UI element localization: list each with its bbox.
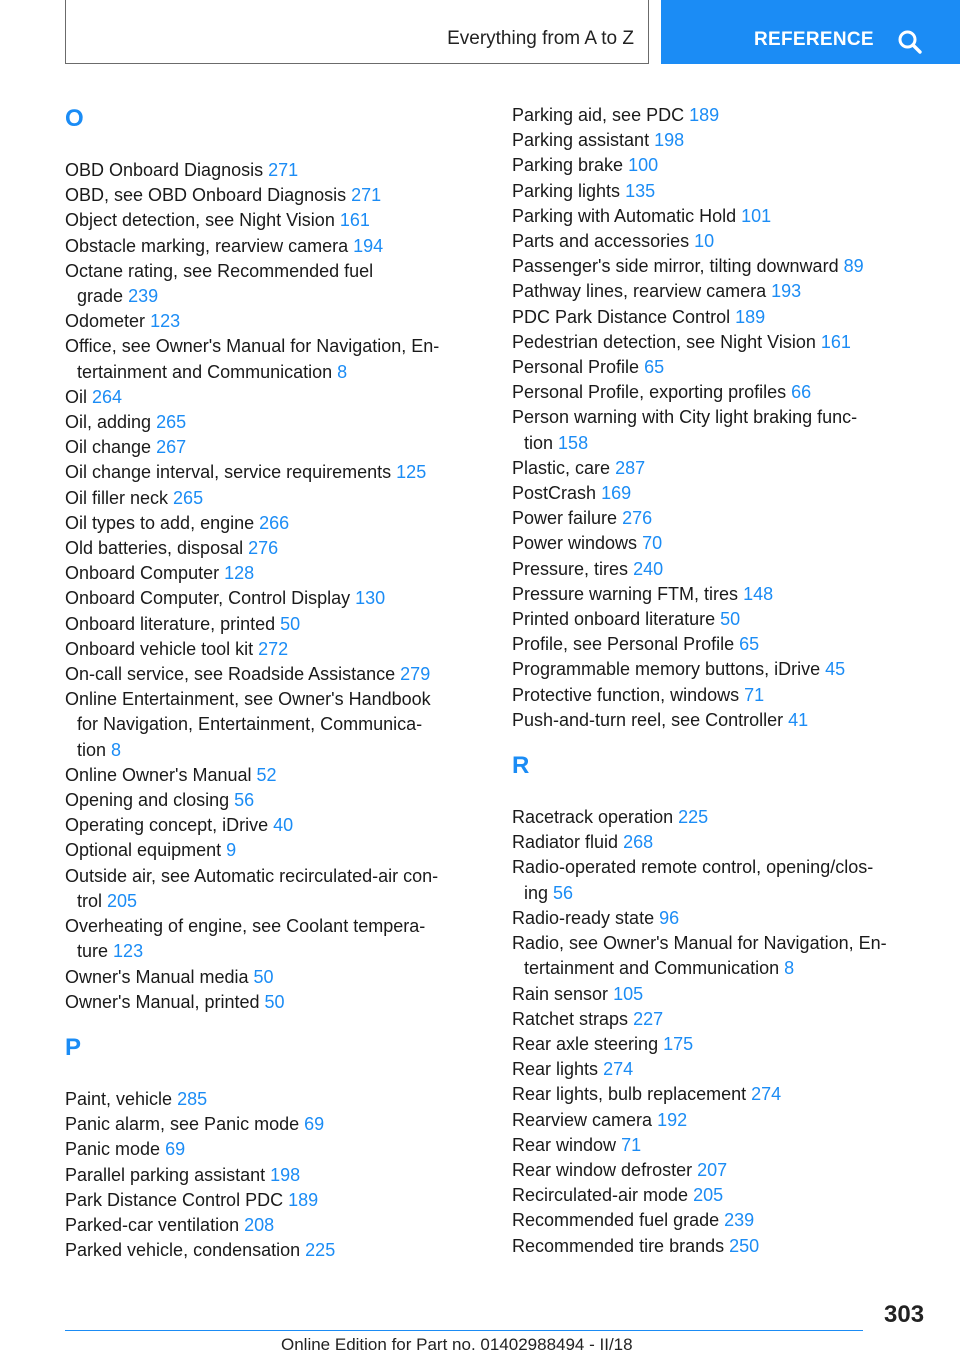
index-entry: [512, 1183, 922, 1208]
page-reference-link[interactable]: 207: [697, 1159, 728, 1180]
section-title: Everything from A to Z: [447, 28, 634, 49]
index-entry-term: Parked vehicle, condensation: [65, 1240, 301, 1261]
page-reference-link[interactable]: 123: [113, 941, 144, 962]
index-entry-term: Onboard literature, printed: [65, 613, 276, 634]
index-entry: [512, 657, 922, 682]
page-reference-link[interactable]: 128: [224, 563, 255, 584]
page-reference-link[interactable]: 65: [739, 634, 760, 655]
page-reference-link[interactable]: 193: [771, 281, 802, 302]
index-entry: [65, 965, 475, 990]
index-entry-term: Onboard vehicle tool kit: [65, 638, 254, 659]
index-entry-term: Parallel parking assistant: [65, 1164, 266, 1185]
page-reference-link[interactable]: 8: [784, 958, 795, 979]
index-entry: [512, 855, 922, 905]
index-entry-term: Profile, see Personal Profile: [512, 634, 735, 655]
page-reference-link[interactable]: 267: [156, 437, 187, 458]
index-entry-term: Personal Profile: [512, 357, 640, 378]
index-entry: [65, 410, 475, 435]
index-entry-term: Recirculated-air mode: [512, 1185, 689, 1206]
index-entry: [512, 1133, 922, 1158]
index-entry-term: Oil change: [65, 437, 152, 458]
index-entry: [512, 683, 922, 708]
page-reference-link[interactable]: 276: [248, 538, 279, 559]
index-entry-term: tion: [524, 432, 554, 453]
page-reference-link[interactable]: 69: [165, 1139, 186, 1160]
page-reference-link[interactable]: 189: [735, 306, 766, 327]
index-entry: [512, 506, 922, 531]
index-entry-term: Parking assistant: [512, 130, 650, 151]
index-entry: [512, 1032, 922, 1057]
index-entry-term: Plastic, care: [512, 457, 611, 478]
index-entry-term: Old batteries, disposal: [65, 538, 244, 559]
index-entry-term: Owner's Manual, printed: [65, 991, 260, 1012]
index-entry: [65, 511, 475, 536]
page-reference-link[interactable]: 272: [258, 638, 289, 659]
index-entry: [512, 254, 922, 279]
page-reference-link[interactable]: 205: [693, 1185, 724, 1206]
page-reference-link[interactable]: 66: [791, 382, 812, 403]
index-entry: [65, 1137, 475, 1162]
index-entry: [65, 838, 475, 863]
page-reference-link[interactable]: 65: [644, 357, 665, 378]
index-entry-term: Onboard Computer: [65, 563, 220, 584]
index-entry-term: ing: [524, 882, 549, 903]
index-entry: [512, 103, 922, 128]
index-entry-term: Pressure, tires: [512, 558, 629, 579]
index-entry: [512, 1057, 922, 1082]
page-reference-link[interactable]: 276: [622, 508, 653, 529]
index-entry-term: tion: [77, 739, 107, 760]
page-reference-link[interactable]: 148: [743, 583, 774, 604]
index-entry-term: trol: [77, 890, 103, 911]
page-reference-link[interactable]: 8: [337, 361, 348, 382]
index-entry: [512, 708, 922, 733]
page-reference-link[interactable]: 266: [259, 512, 290, 533]
index-entry-term: OBD Onboard Diagnosis: [65, 160, 264, 180]
page-reference-link[interactable]: 96: [659, 907, 680, 928]
page-reference-link[interactable]: 198: [270, 1164, 301, 1185]
index-entry-term: Parking brake: [512, 155, 624, 176]
index-column-right: [512, 103, 922, 1259]
index-entry-term: Parts and accessories: [512, 231, 690, 252]
page-reference-link[interactable]: 71: [621, 1134, 642, 1155]
index-entry: [65, 183, 475, 208]
index-entry-term: Object detection, see Night Vision: [65, 210, 335, 231]
page-reference-link[interactable]: 239: [128, 286, 159, 307]
page-reference-link[interactable]: 205: [107, 890, 138, 911]
index-entry: [65, 1213, 475, 1238]
page-reference-link[interactable]: 279: [400, 664, 431, 685]
page-reference-link[interactable]: 50: [253, 966, 274, 987]
index-entry-term: Oil: [65, 386, 87, 407]
index-entry: [512, 456, 922, 481]
index-entry-term: Oil change interval, service requirements: [65, 462, 392, 483]
index-entry: [512, 632, 922, 657]
page-reference-link[interactable]: 50: [280, 613, 301, 634]
index-entry: [512, 531, 922, 556]
index-entry: [65, 612, 475, 637]
index-entry-term: Power failure: [512, 508, 618, 529]
page-reference-link[interactable]: 130: [355, 588, 386, 609]
page-reference-link[interactable]: 271: [268, 160, 299, 180]
index-entry: [65, 208, 475, 233]
index-entry: [512, 380, 922, 405]
index-entry-term: Parking lights: [512, 180, 621, 201]
index-entry: [512, 330, 922, 355]
page-reference-link[interactable]: 56: [234, 790, 255, 811]
index-entry: [65, 1163, 475, 1188]
index-entry-term: Rear axle steering: [512, 1033, 659, 1054]
index-letter-heading: R: [512, 752, 530, 780]
footer-edition-text: Online Edition for Part no. 01402988494 - II/18: [281, 1335, 633, 1354]
page-reference-link[interactable]: 208: [244, 1214, 275, 1235]
index-entry-term: Radio-operated remote control, opening/clos-: [512, 857, 874, 878]
page-reference-link[interactable]: 264: [92, 386, 123, 407]
index-entry-term: Pedestrian detection, see Night Vision: [512, 331, 816, 352]
index-entry-term: Power windows: [512, 533, 638, 554]
page-reference-link[interactable]: 175: [663, 1033, 694, 1054]
reference-tab[interactable]: [661, 0, 960, 64]
index-entry: [65, 1238, 475, 1263]
page-reference-link[interactable]: 274: [751, 1084, 782, 1105]
page-reference-link[interactable]: 100: [628, 155, 659, 176]
index-entry: [512, 607, 922, 632]
index-entry-term: PDC Park Distance Control: [512, 306, 731, 327]
page-reference-link[interactable]: 161: [339, 210, 370, 231]
page-reference-link[interactable]: 287: [615, 457, 646, 478]
page-reference-link[interactable]: 101: [741, 205, 772, 226]
page-reference-link[interactable]: 56: [553, 882, 574, 903]
index-entry: [512, 1234, 922, 1259]
index-entry-term: Pressure warning FTM, tires: [512, 583, 739, 604]
search-icon[interactable]: [897, 29, 923, 55]
index-entry: [65, 158, 475, 183]
page-reference-link[interactable]: 240: [633, 558, 664, 579]
page-reference-link[interactable]: 123: [150, 311, 181, 332]
index-entry-term: Octane rating, see Recommended fuel: [65, 260, 374, 281]
page-reference-link[interactable]: 285: [177, 1088, 208, 1109]
index-entry-term: tertainment and Communication: [524, 958, 780, 979]
page-reference-link[interactable]: 125: [396, 462, 427, 483]
page-reference-link[interactable]: 8: [111, 739, 122, 760]
index-entry-term: for Navigation, Entertainment, Communica-: [77, 714, 423, 735]
index-entry-term: Oil filler neck: [65, 487, 169, 508]
index-entry-term: PostCrash: [512, 483, 597, 504]
index-entry-term: OBD, see OBD Onboard Diagnosis: [65, 185, 347, 206]
index-entry: [65, 234, 475, 259]
index-entry: [512, 179, 922, 204]
index-entry-term: Rear window: [512, 1134, 617, 1155]
index-entry-term: Racetrack operation: [512, 807, 674, 828]
index-entry-term: Owner's Manual media: [65, 966, 249, 987]
index-entry-term: Online Owner's Manual: [65, 764, 252, 785]
index-entry-term: Rain sensor: [512, 983, 609, 1004]
index-entry: [512, 1158, 922, 1183]
index-entry: [512, 279, 922, 304]
index-entry: [512, 982, 922, 1007]
page-number: 303: [884, 1301, 925, 1328]
index-entry-term: Outside air, see Automatic recirculated-air con-: [65, 865, 439, 886]
index-entry: [65, 990, 475, 1015]
page-reference-link[interactable]: 169: [601, 483, 632, 504]
page-reference-link[interactable]: 161: [820, 331, 851, 352]
index-entry: [512, 355, 922, 380]
index-entry-term: Recommended tire brands: [512, 1235, 725, 1256]
index-entry: [65, 1087, 475, 1112]
index-entry: [512, 582, 922, 607]
page-reference-link[interactable]: 250: [729, 1235, 760, 1256]
page-reference-link[interactable]: 192: [657, 1109, 688, 1130]
page-reference-link[interactable]: 265: [173, 487, 204, 508]
index-letter-heading: O: [65, 105, 84, 132]
index-entry: [512, 1208, 922, 1233]
index-entry-term: Oil types to add, engine: [65, 512, 255, 533]
index-entry: [512, 153, 922, 178]
index-entry: [512, 305, 922, 330]
index-entry: [512, 805, 922, 830]
index-entry-term: Push-and-turn reel, see Controller: [512, 709, 784, 730]
index-entry-term: tertainment and Communication: [77, 361, 333, 382]
index-entry-term: Rearview camera: [512, 1109, 653, 1130]
index-entry-term: Parking aid, see PDC: [512, 105, 685, 125]
index-entry-term: Paint, vehicle: [65, 1088, 173, 1109]
page-reference-link[interactable]: 225: [305, 1240, 336, 1261]
index-entry-term: Printed onboard literature: [512, 609, 716, 630]
index-entry-term: Radiator fluid: [512, 832, 619, 853]
index-column-left: [65, 103, 475, 1263]
page-reference-link[interactable]: 70: [642, 533, 663, 554]
index-entry: [65, 662, 475, 687]
index-entry: [65, 259, 475, 309]
page-reference-link[interactable]: 10: [694, 231, 715, 252]
index-entry-term: Obstacle marking, rearview camera: [65, 235, 349, 256]
index-entry: [512, 830, 922, 855]
index-entry-term: On-call service, see Roadside Assistance: [65, 664, 396, 685]
index-entry-term: Panic alarm, see Panic mode: [65, 1114, 300, 1135]
index-entry: [512, 931, 922, 981]
index-entry: [65, 309, 475, 334]
page-reference-link[interactable]: 158: [558, 432, 589, 453]
index-entry-term: Online Entertainment, see Owner's Handbook: [65, 689, 431, 710]
page-reference-link[interactable]: 268: [623, 832, 654, 853]
index-entry-term: Radio, see Owner's Manual for Navigation, En-: [512, 933, 887, 954]
reference-tab-label: REFERENCE: [754, 29, 874, 50]
header-section-box: [65, 0, 649, 64]
page-reference-link[interactable]: 271: [351, 185, 382, 206]
page-reference-link[interactable]: 50: [264, 991, 285, 1012]
page-reference-link[interactable]: 189: [689, 105, 720, 125]
index-entry-term: Rear lights, bulb replacement: [512, 1084, 747, 1105]
index-entry-term: Passenger's side mirror, tilting downward: [512, 256, 839, 277]
page-reference-link[interactable]: 40: [273, 815, 294, 836]
index-entry: [65, 914, 475, 964]
index-letter-heading: P: [65, 1033, 82, 1061]
index-entry: [65, 536, 475, 561]
index-entry: [65, 1112, 475, 1137]
index-entry: [512, 405, 922, 455]
page-reference-link[interactable]: 225: [678, 807, 709, 828]
index-entry-term: Park Distance Control PDC: [65, 1189, 284, 1210]
index-entry-term: Onboard Computer, Control Display: [65, 588, 351, 609]
page-reference-link[interactable]: 189: [288, 1189, 319, 1210]
index-entry: [65, 687, 475, 763]
index-entry: [65, 1188, 475, 1213]
page-reference-link[interactable]: 50: [720, 609, 741, 630]
index-entry: [512, 1082, 922, 1107]
index-entry-term: grade: [77, 286, 124, 307]
index-entry-term: Protective function, windows: [512, 684, 740, 705]
index-entry-term: Office, see Owner's Manual for Navigation, En-: [65, 336, 440, 357]
page-reference-link[interactable]: 198: [654, 130, 685, 151]
page-reference-link[interactable]: 265: [156, 412, 187, 433]
index-entry: [512, 204, 922, 229]
index-entry-term: Rear window defroster: [512, 1159, 693, 1180]
index-entry-term: Pathway lines, rearview camera: [512, 281, 767, 302]
index-entry: [512, 128, 922, 153]
index-entry: [65, 334, 475, 384]
index-entry: [512, 229, 922, 254]
page-reference-link[interactable]: 71: [744, 684, 765, 705]
index-entry: [512, 1007, 922, 1032]
page-reference-link[interactable]: 52: [256, 764, 277, 785]
index-entry: [65, 486, 475, 511]
index-entry: [65, 460, 475, 485]
page-reference-link[interactable]: 135: [625, 180, 656, 201]
index-entry-term: Odometer: [65, 311, 146, 332]
index-entry-term: Parking with Automatic Hold: [512, 205, 737, 226]
page-reference-link[interactable]: 194: [353, 235, 384, 256]
index-entry-term: ture: [77, 941, 109, 962]
index-entry-term: Programmable memory buttons, iDrive: [512, 659, 821, 680]
index-entry: [512, 481, 922, 506]
index-entry: [65, 385, 475, 410]
page-reference-link[interactable]: 69: [304, 1114, 325, 1135]
page-reference-link[interactable]: 89: [843, 256, 864, 277]
index-entry-term: Oil, adding: [65, 412, 152, 433]
index-entry-term: Radio-ready state: [512, 907, 655, 928]
index-entry-term: Rear lights: [512, 1059, 599, 1080]
page-reference-link[interactable]: 105: [613, 983, 644, 1004]
index-entry-term: Opening and closing: [65, 790, 230, 811]
index-entry-term: Optional equipment: [65, 840, 222, 861]
page-reference-link[interactable]: 227: [633, 1008, 664, 1029]
footer-divider: [65, 1330, 863, 1331]
index-entry: [512, 906, 922, 931]
index-entry: [65, 586, 475, 611]
index-entry-term: Ratchet straps: [512, 1008, 629, 1029]
page-reference-link[interactable]: 45: [825, 659, 846, 680]
index-entry-term: Person warning with City light braking func-: [512, 407, 858, 428]
index-entry: [65, 813, 475, 838]
index-entry: [65, 864, 475, 914]
index-entry-term: Recommended fuel grade: [512, 1210, 720, 1231]
page-reference-link[interactable]: 239: [724, 1210, 755, 1231]
index-entry: [512, 1108, 922, 1133]
index-entry-term: Personal Profile, exporting profiles: [512, 382, 787, 403]
index-entry-term: Overheating of engine, see Coolant tempera-: [65, 916, 426, 937]
page-reference-link[interactable]: 274: [603, 1059, 634, 1080]
index-entry: [65, 561, 475, 586]
page-reference-link[interactable]: 9: [226, 840, 237, 861]
index-entry-term: Parked-car ventilation: [65, 1214, 240, 1235]
index-entry: [512, 557, 922, 582]
index-entry-term: Operating concept, iDrive: [65, 815, 269, 836]
index-entry: [65, 435, 475, 460]
index-entry: [65, 788, 475, 813]
index-entry: [65, 763, 475, 788]
index-entry: [65, 637, 475, 662]
page-reference-link[interactable]: 41: [788, 709, 809, 730]
index-entry-term: Panic mode: [65, 1139, 161, 1160]
